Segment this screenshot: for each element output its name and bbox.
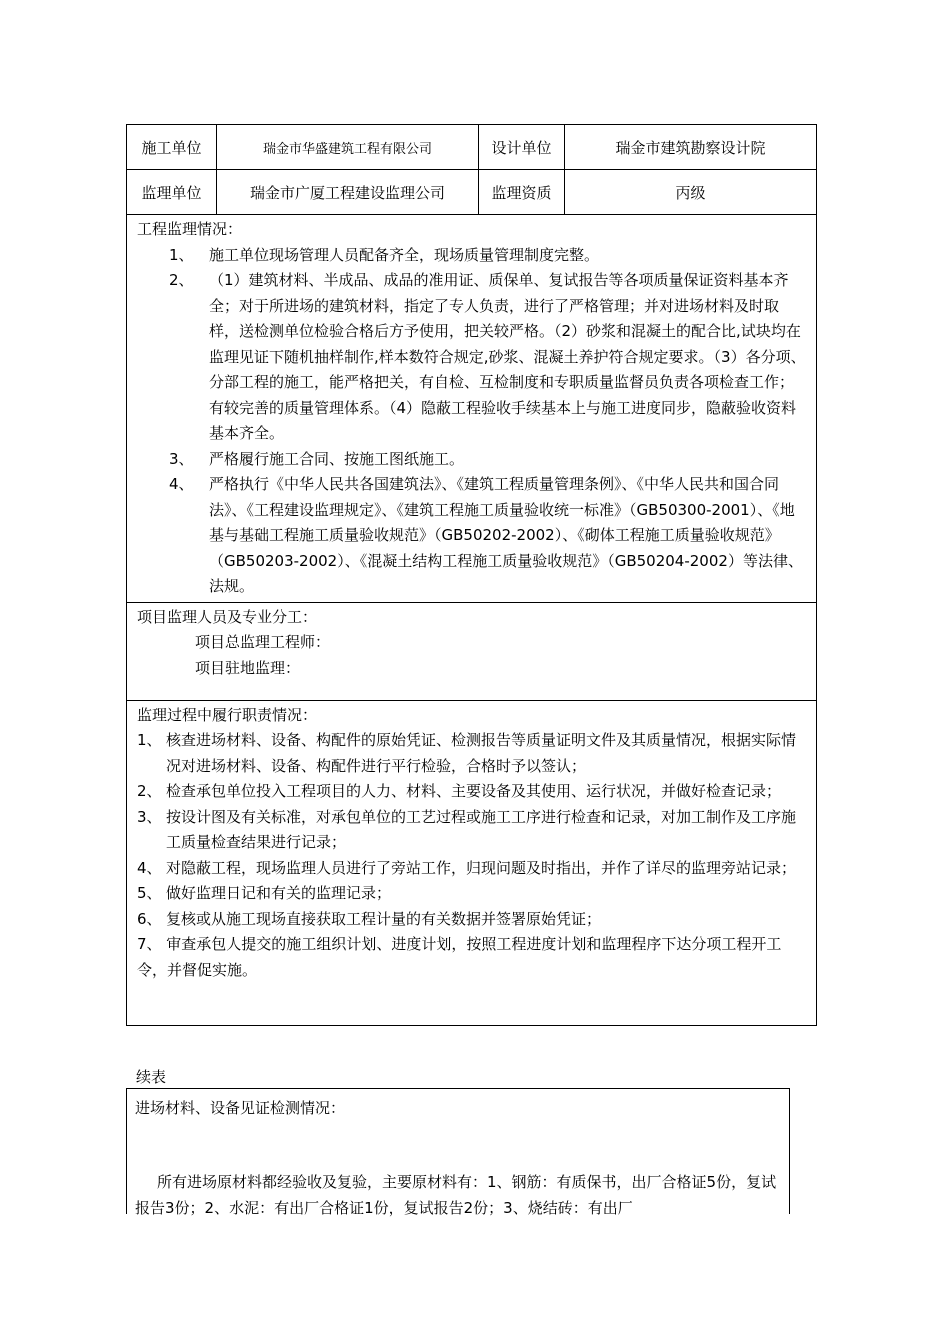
staff-heading: 项目监理人员及专业分工： xyxy=(137,607,318,626)
list-item: 2、 （1）建筑材料、半成品、成品的准用证、质保单、复试报告等各项质量保证资料基本齐全；对于所进场的建筑材料，指定了专人负责，进行了严格管理；并对进场材料及时取样，送检测单位检验合格后方予使用，把关较严格。（2）砂浆和混凝土的配合比,试块均在监理见证下随机抽样制作,样本数符合规定,砂浆、混凝土养护符合规定要求。（3）各分项、分部工程的施工，能严格把关，有自检、互检制度和专职质量监督员负责各项检查工作；有较完善的质量管理体系。（4）隐蔽工程验收手续基本上与施工进度同步，隐蔽验收资料基本齐全。 xyxy=(169,271,806,442)
duties-section xyxy=(127,700,817,1025)
supervision-unit-value: 瑞金市广厦工程建设监理公司 xyxy=(217,170,479,215)
supervision-unit-label: 监理单位 xyxy=(127,170,217,215)
list-item: 3、 严格履行施工合同、按施工图纸施工。 xyxy=(169,449,465,468)
list-item: 4、 严格执行《中华人民共各国建筑法》、《建筑工程质量管理条例》、《中华人民共和国合同法》、《工程建设监理规定》、《建筑工程施工质量验收统一标准》（GB50300-2001）、《地基与基础工程施工质量验收规范》（GB50202-2002）、《砌体工程施工质量验收规范》（GB50203-2002）、《混凝土结构工程施工质量验收规范》（GB50204-2002）等法律、法规。 xyxy=(169,475,803,595)
list-item: 1、 核查进场材料、设备、构配件的原始凭证、检测报告等质量证明文件及其质量情况，根据实际情况对进场材料、设备、构配件进行平行检验，合格时予以签认； xyxy=(137,731,797,775)
list-item: 3、 按设计图及有关标准，对承包单位的工艺过程或施工工序进行检查和记录，对加工制作及工序施工质量检查结果进行记录； xyxy=(137,807,797,851)
continued-label: 续表 xyxy=(136,1068,167,1086)
resident-supervisor-line: 项目驻地监理： xyxy=(195,658,301,677)
design-unit-value: 瑞金市建筑勘察设计院 xyxy=(565,125,817,170)
table-row xyxy=(127,170,817,215)
staff-section xyxy=(127,602,817,700)
situation-section xyxy=(127,215,817,603)
continued-table xyxy=(126,1088,790,1217)
duties-heading: 监理过程中履行职责情况： xyxy=(137,705,318,724)
list-item: 4、 对隐蔽工程，现场监理人员进行了旁站工作，归现问题及时指出，并作了详尽的监理旁站记录； xyxy=(137,858,797,877)
list-item: 2、 检查承包单位投入工程项目的人力、材料、主要设备及其使用、运行状况，并做好检查记录； xyxy=(137,782,782,800)
list-item: 1、 施工单位现场管理人员配备齐全，现场质量管理制度完整。 xyxy=(169,245,600,264)
table-row xyxy=(127,700,817,1025)
qualification-value: 丙级 xyxy=(565,170,817,215)
qualification-label: 监理资质 xyxy=(479,170,565,215)
materials-paragraph: 所有进场原材料都经验收及复验，主要原材料有：1、钢筋：有质保书，出厂合格证5份，复试报告3份；2、水泥：有出厂合格证1份，复试报告2份；3、烧结砖：有出厂 xyxy=(135,1173,777,1217)
situation-heading: 工程监理情况： xyxy=(137,220,243,238)
table-row xyxy=(127,125,817,170)
construction-unit-value: 瑞金市华盛建筑工程有限公司 xyxy=(217,125,479,170)
chief-engineer-line: 项目总监理工程师： xyxy=(195,633,331,651)
list-item: 6、 复核或从施工现场直接获取工程计量的有关数据并签署原始凭证； xyxy=(137,909,602,928)
table-row xyxy=(127,215,817,603)
construction-unit-label: 施工单位 xyxy=(127,125,217,170)
supervision-table xyxy=(126,124,817,1026)
list-item: 7、 审查承包人提交的施工组织计划、进度计划，按照工程进度计划和监理程序下达分项工程开工令，并督促实施。 xyxy=(137,935,782,979)
materials-heading: 进场材料、设备见证检测情况： xyxy=(135,1099,346,1117)
design-unit-label: 设计单位 xyxy=(479,125,565,170)
table-row xyxy=(127,602,817,700)
list-item: 5、 做好监理日记和有关的监理记录； xyxy=(137,884,392,902)
